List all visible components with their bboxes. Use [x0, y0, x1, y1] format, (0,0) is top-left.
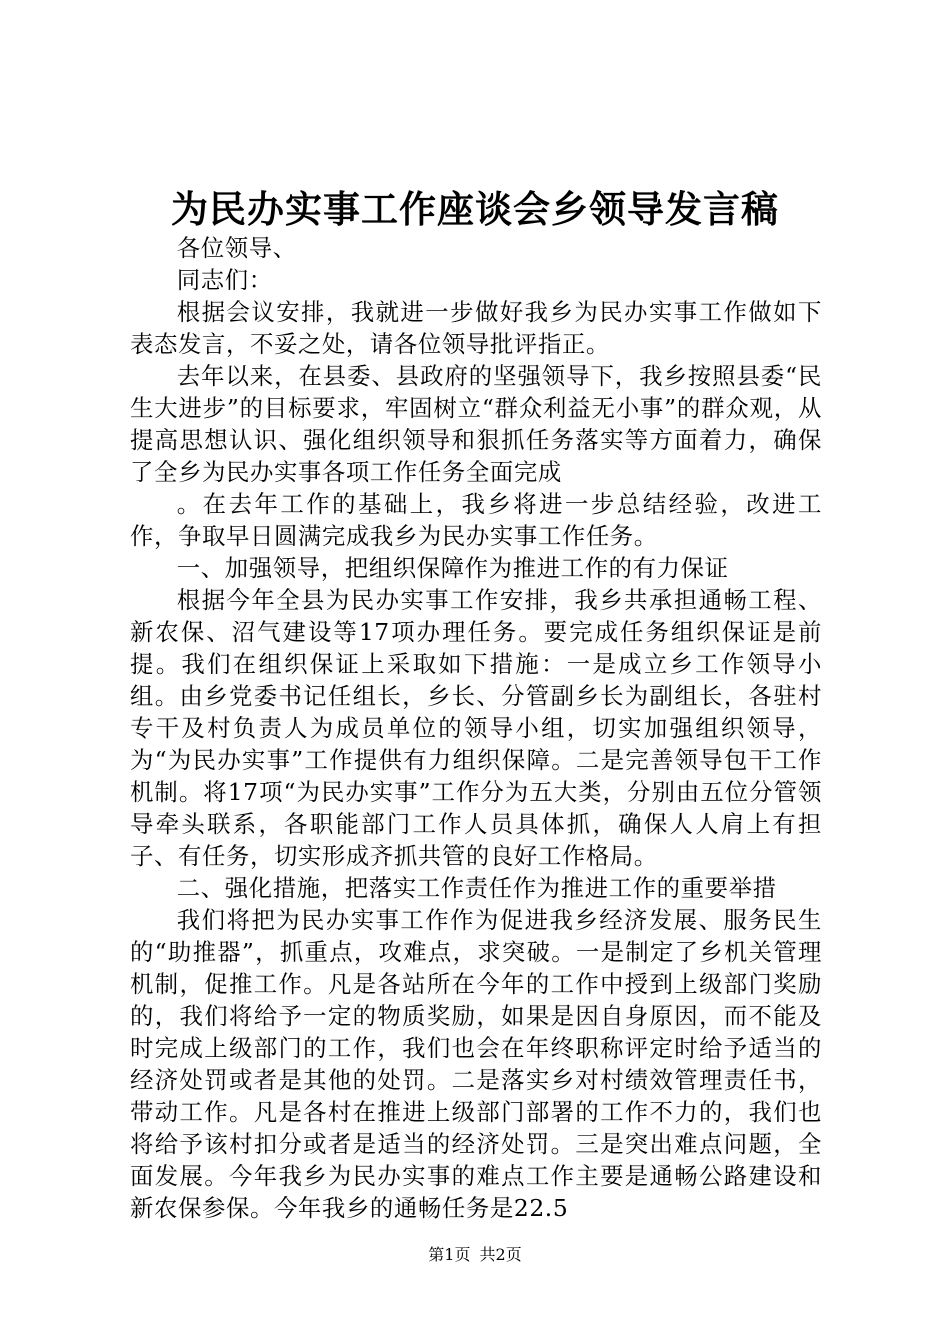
section-heading: 二、强化措施，把落实工作责任作为推进工作的重要举措	[176, 874, 777, 902]
page-number: 第1页	[428, 1245, 471, 1264]
salutation-line: 各位领导、	[176, 234, 297, 262]
body-paragraph: 根据今年全县为民办实事工作安排，我乡共承担通畅工程、新农保、沼气建设等17项办理任务。要完成任务组织保证是前提。我们在组织保证上采取如下措施：一是成立乡工作领导小组。由乡党委书记任组长，乡长、分管副乡长为副组长，各驻村专干及村负责人为成员单位的领导小组，切实加强组织领导，为“为民办实事”工作提供有力组织保障。二是完善领导包干工作机制。将17项“为民办实事”工作分为五大类，分别由五位分管领导牵头联系，各职能部门工作人员具体抓，确保人人肩上有担子、有任务，切实形成齐抓共管的良好工作格局。	[130, 586, 822, 870]
page-footer	[0, 1244, 950, 1266]
salutation-line: 同志们：	[176, 266, 273, 294]
document-body	[130, 232, 822, 1224]
section-heading: 一、加强领导，把组织保障作为推进工作的有力保证	[176, 554, 729, 582]
body-paragraph: 去年以来，在县委、县政府的坚强领导下，我乡按照县委“民生大进步”的目标要求，牢固树立“群众利益无小事”的群众观，从提高思想认识、强化组织领导和狠抓任务落实等方面着力，确保了全乡为民办实事各项工作任务全面完成	[130, 362, 822, 486]
document-title: 为民办实事工作座谈会乡领导发言稿	[171, 187, 779, 231]
body-paragraph: 。在去年工作的基础上，我乡将进一步总结经验，改进工作，争取早日圆满完成我乡为民办实事工作任务。	[130, 490, 822, 550]
body-paragraph: 我们将把为民办实事工作作为促进我乡经济发展、服务民生的“助推器”，抓重点，攻难点，求突破。一是制定了乡机关管理机制，促推工作。凡是各站所在今年的工作中授到上级部门奖励的，我们将给予一定的物质奖励，如果是因自身原因，而不能及时完成上级部门的工作，我们也会在年终职称评定时给予适当的经济处罚或者是其他的处罚。二是落实乡对村绩效管理责任书，带动工作。凡是各村在推进上级部门部署的工作不力的，我们也将给予该村扣分或者是适当的经济处罚。三是突出难点问题，全面发展。今年我乡为民办实事的难点工作主要是通畅公路建设和新农保参保。今年我乡的通畅任务是22.5	[130, 906, 822, 1222]
page-total: 共2页	[479, 1245, 522, 1264]
body-paragraph: 根据会议安排，我就进一步做好我乡为民办实事工作做如下表态发言，不妥之处，请各位领导批评指正。	[130, 298, 822, 358]
